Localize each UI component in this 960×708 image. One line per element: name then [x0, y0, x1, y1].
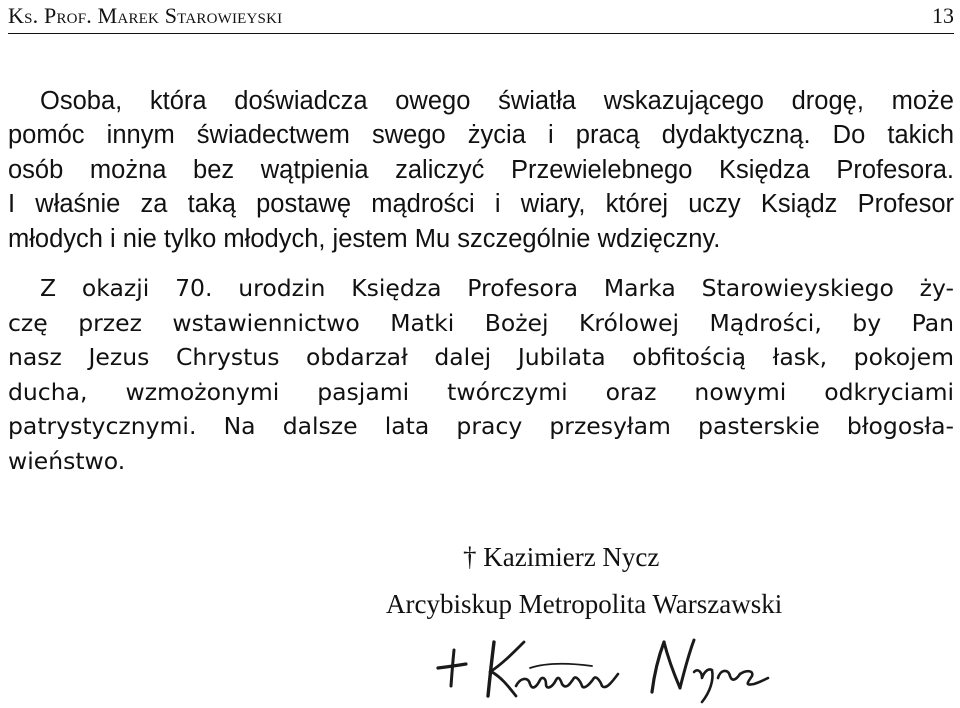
running-head-author: Ks. Prof. Marek Starowieyski [8, 3, 283, 28]
handwritten-signature [432, 628, 792, 704]
header-rule [8, 33, 954, 34]
paragraph-line: Osoba, która doświadcza owego światła wskazującego drogę, może [40, 87, 954, 115]
paragraph-line: czę przez wstawiennictwo Matki Bożej Królowej Mądrości, by Pan [8, 308, 954, 337]
paragraph-line: młodych i nie tylko młodych, jestem Mu szczególnie wdzięczny. [8, 224, 721, 253]
signatory-name: † Kazimierz Nycz [463, 542, 660, 572]
page-number: 13 [932, 3, 954, 28]
paragraph-line: I właśnie za taką postawę mądrości i wiary, której uczy Ksiądz Profesor [8, 190, 954, 219]
running-head [8, 2, 954, 30]
paragraph-line: wieństwo. [8, 446, 126, 475]
signatory-title: Arcybiskup Metropolita Warszawski [386, 589, 783, 619]
paragraph-line: Z okazji 70. urodzin Księdza Profesora Marka Starowieyskiego ży- [40, 274, 954, 302]
paragraph-1 [8, 84, 954, 256]
paragraph-line: osób można bez wątpienia zaliczyć Przewielebnego Księdza Profesora. [8, 155, 954, 184]
paragraph-line: nasz Jezus Chrystus obdarzał dalej Jubilata obfitością łask, pokojem [8, 343, 954, 372]
paragraph-line: patrystycznymi. Na dalsze lata pracy przesyłam pasterskie błogosła- [8, 412, 954, 441]
paragraph-line: ducha, wzmożonymi pasjami twórczymi oraz nowymi odkryciami [8, 377, 954, 406]
paragraph-line: pomóc innym świadectwem swego życia i pracą dydaktyczną. Do takich [8, 121, 954, 150]
paragraph-2 [8, 271, 954, 479]
